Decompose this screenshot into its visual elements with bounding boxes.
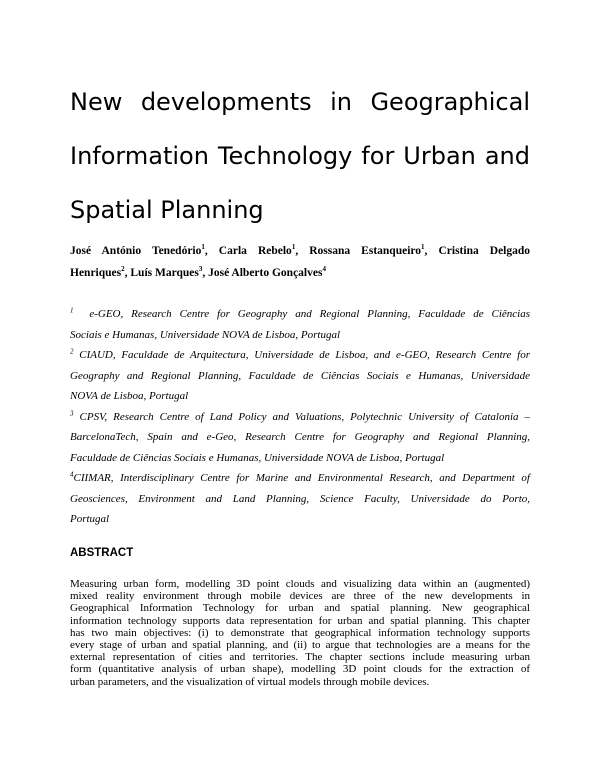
abstract-line: Geographical Information Technology for urban and spatial planning. New geographical [70, 602, 530, 615]
author-name: Henriques [70, 267, 122, 279]
affiliation-line [70, 345, 530, 366]
author-name: Cristina Delgado [438, 245, 531, 257]
affiliation-line: Portugal [70, 513, 110, 525]
affiliation-line [70, 407, 530, 428]
affiliation-number: 1 [70, 306, 74, 315]
affiliation-line: BarcelonaTech, Spain and e-Geo, Research Centre for Geography and Regional Planning, [70, 431, 530, 443]
author-line: José António Tenedório$^1$, Carla Rebelo$^1$, Rossana Estanqueiro$^1$, Cristina Delgado [70, 243, 531, 257]
title-line: Spatial Planning [70, 196, 264, 224]
abstract-line: urban parameters, and the visualization of virtual models through mobile devices. [70, 675, 430, 688]
title-line: Information Technology for Urban and [70, 142, 530, 170]
affiliation-4 [70, 468, 530, 530]
author-name: José Alberto Gonçalves [208, 267, 323, 279]
abstract-line: has two main objectives: (i) to demonstrate that geographical information technology supports [70, 626, 530, 639]
affiliation-3 [70, 407, 530, 469]
author-affiliation-marker: 1 [201, 243, 205, 252]
author-name: Carla Rebelo [218, 245, 292, 257]
abstract-line: information technology supports data representation for urban and spatial planning. This chapter [70, 614, 530, 627]
title-line: New developments in Geographical [70, 88, 530, 116]
author-line: Henriques$^2$, Luís Marques$^3$, José Alberto Gonçalves$^4$ [70, 265, 326, 279]
author-name: José António Tenedório [70, 245, 202, 257]
abstract-line: mixed reality environment through mobile devices are three of the new developments in [70, 590, 530, 603]
affiliation-list [70, 304, 530, 530]
affiliation-text: e-GEO, Research Centre for Geography and Regional Planning, Faculdade de Ciências [89, 308, 531, 320]
abstract-body [70, 578, 530, 688]
author-affiliation-marker: 4 [322, 265, 326, 274]
affiliation-number: 3 [70, 408, 74, 417]
affiliation-line: NOVA de Lisboa, Portugal [70, 390, 189, 402]
affiliation-line: Sociais e Humanas, Universidade NOVA de Lisboa, Portugal [70, 328, 340, 341]
author-name: Luís Marques [130, 267, 199, 279]
affiliation-line: Geography and Regional Planning, Faculdade de Ciências Sociais e Humanas, Universidade [70, 369, 530, 382]
abstract-line: Measuring urban form, modelling 3D point clouds and visualizing data within an (augmented) [70, 578, 530, 590]
author-affiliation-marker: 1 [421, 243, 425, 252]
affiliation-line: Geosciences, Environment and Land Planning, Science Faculty, Universidade do Porto, [70, 492, 530, 505]
affiliation-text: CIAUD, Faculdade de Arquitectura, Universidade de Lisboa, and e-GEO, Research Centre for [79, 349, 531, 361]
affiliation-number: 2 [70, 347, 74, 356]
affiliation-2 [70, 345, 530, 407]
author-affiliation-marker: 3 [198, 265, 203, 274]
affiliation-text: CPSV, Research Centre of Land Policy and Valuations, Polytechnic University of Catalonia – [79, 410, 530, 423]
abstract-heading: ABSTRACT [70, 547, 134, 559]
author-name: Rossana Estanqueiro [309, 245, 422, 257]
abstract-line: every stage of urban and spatial planning, and (ii) to argue that technologies are a means for the [70, 639, 530, 652]
affiliation-line: Faculdade de Ciências Sociais e Humanas, Universidade NOVA de Lisboa, Portugal [70, 451, 445, 464]
paper-title [70, 75, 530, 237]
affiliation-number: 4 [70, 470, 74, 479]
affiliation-1 [70, 304, 530, 345]
affiliation-line [70, 304, 530, 325]
affiliation-text: CIIMAR, Interdisciplinary Centre for Marine and Environmental Research, and Department of [73, 472, 530, 484]
author-affiliation-marker: 1 [291, 243, 296, 252]
author-list [70, 240, 530, 284]
affiliation-line [70, 468, 530, 489]
abstract-line: form (quantitative analysis of urban shape), modelling 3D point clouds for the extraction of [70, 663, 530, 676]
abstract-line: external representation of cities and territories. The chapter sections include measuring urban [70, 651, 530, 664]
author-affiliation-marker: 2 [121, 265, 125, 274]
